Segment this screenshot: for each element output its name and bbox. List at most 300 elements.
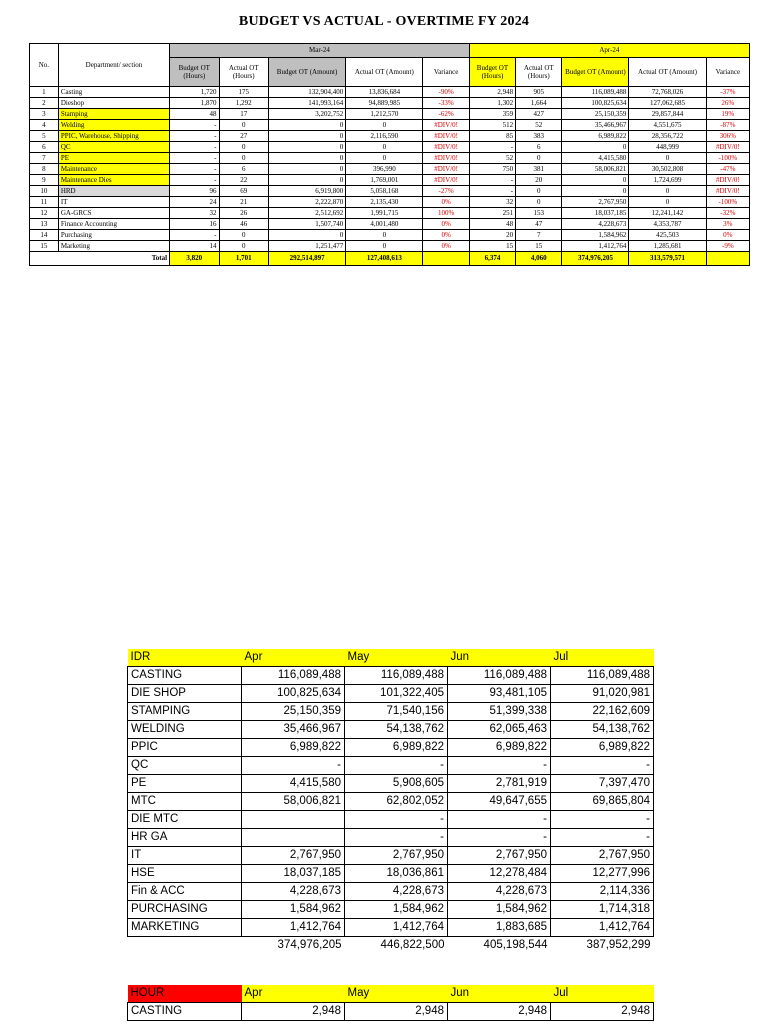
table-cell: 101,322,405: [345, 685, 448, 703]
department-name: PE: [58, 153, 169, 164]
table-cell: -: [448, 829, 551, 847]
table-row: [30, 87, 750, 98]
header-month-apr: Apr-24: [469, 44, 749, 58]
table-row: [128, 757, 654, 775]
table-cell: #DIV/0!: [706, 175, 749, 186]
department-name: HRD: [58, 186, 169, 197]
table-row: [30, 208, 750, 219]
table-cell: 2,135,430: [346, 197, 423, 208]
row-label: STAMPING: [128, 703, 242, 721]
table-row: [128, 703, 654, 721]
table-cell: 153: [516, 208, 562, 219]
table-row: [128, 721, 654, 739]
total-cell: 374,976,205: [562, 252, 629, 266]
table-cell: 905: [516, 87, 562, 98]
table-cell: 35,466,967: [562, 120, 629, 131]
table-cell: 0%: [423, 219, 469, 230]
department-name: PPIC, Warehouse, Shipping: [58, 131, 169, 142]
table-cell: -: [469, 142, 515, 153]
table-cell: 0: [346, 230, 423, 241]
table-cell: 0: [562, 142, 629, 153]
row-number: 6: [30, 142, 59, 153]
table-cell: 62,065,463: [448, 721, 551, 739]
table-cell: 0: [219, 120, 268, 131]
table-cell: 427: [516, 109, 562, 120]
table-cell: 6,919,800: [268, 186, 345, 197]
table-cell: 4,353,787: [629, 219, 706, 230]
table-cell: 7: [516, 230, 562, 241]
table-cell: 1,883,685: [448, 919, 551, 937]
row-label: CASTING: [128, 1003, 242, 1021]
table-cell: 116,089,488: [562, 87, 629, 98]
table-cell: 1,412,764: [345, 919, 448, 937]
table-cell: -: [551, 757, 654, 775]
row-label: IT: [128, 847, 242, 865]
table-cell: 0: [629, 153, 706, 164]
column-header: May: [345, 985, 448, 1003]
row-number: 15: [30, 241, 59, 252]
total-cell: 127,408,613: [346, 252, 423, 266]
table-cell: -33%: [423, 98, 469, 109]
table-row: [30, 109, 750, 120]
row-number: 8: [30, 164, 59, 175]
table-cell: #DIV/0!: [706, 186, 749, 197]
header-actual-hours: Actual OT (Hours): [516, 58, 562, 87]
table-cell: 22: [219, 175, 268, 186]
table-cell: -100%: [706, 153, 749, 164]
row-label: PE: [128, 775, 242, 793]
table-row: [128, 685, 654, 703]
department-name: Maintenance Dies: [58, 175, 169, 186]
table-cell: 18,037,185: [562, 208, 629, 219]
hour-budget-table: [127, 985, 654, 1021]
table-cell: 6: [219, 164, 268, 175]
header-budget-amount: Budget OT (Amount): [562, 58, 629, 87]
table-cell: 72,768,026: [629, 87, 706, 98]
column-header: IDR: [128, 649, 242, 667]
table-cell: 51,399,338: [448, 703, 551, 721]
table-cell: 20: [516, 175, 562, 186]
table-cell: 93,481,105: [448, 685, 551, 703]
table-cell: 396,990: [346, 164, 423, 175]
table-cell: 25,150,359: [562, 109, 629, 120]
table-row: [30, 164, 750, 175]
table-cell: 2,948: [469, 87, 515, 98]
row-label: HR GA: [128, 829, 242, 847]
table-cell: 0%: [423, 197, 469, 208]
header-budget-hours: Budget OT (Hours): [469, 58, 515, 87]
table-cell: 0: [219, 241, 268, 252]
column-header: Jun: [448, 985, 551, 1003]
table-row: [128, 919, 654, 937]
table-cell: 0: [219, 230, 268, 241]
table-cell: 0: [268, 153, 345, 164]
table-row: [30, 230, 750, 241]
table-cell: 16: [170, 219, 219, 230]
table-cell: 91,020,981: [551, 685, 654, 703]
department-name: Maintenance: [58, 164, 169, 175]
header-actual-hours: Actual OT (Hours): [219, 58, 268, 87]
table-cell: 306%: [706, 131, 749, 142]
table-cell: 175: [219, 87, 268, 98]
table-cell: -: [345, 829, 448, 847]
table-cell: 0%: [423, 230, 469, 241]
department-name: GA-GRCS: [58, 208, 169, 219]
row-number: 13: [30, 219, 59, 230]
table-cell: 1,584,962: [242, 901, 345, 919]
total-cell: 292,514,897: [268, 252, 345, 266]
header-department: Department/ section: [58, 44, 169, 87]
column-header: Apr: [242, 649, 345, 667]
table-cell: -9%: [706, 241, 749, 252]
department-name: Welding: [58, 120, 169, 131]
department-name: Stamping: [58, 109, 169, 120]
table-cell: 359: [469, 109, 515, 120]
department-name: Finance Accounting: [58, 219, 169, 230]
table-cell: 0: [268, 131, 345, 142]
table-row: [128, 775, 654, 793]
table-cell: 6: [516, 142, 562, 153]
table-cell: 100%: [423, 208, 469, 219]
table-cell: 2,767,950: [562, 197, 629, 208]
table-cell: 4,228,673: [448, 883, 551, 901]
table-cell: 2,948: [242, 1003, 345, 1021]
row-label: PPIC: [128, 739, 242, 757]
table-cell: 2,781,919: [448, 775, 551, 793]
table-cell: 0: [346, 142, 423, 153]
table-cell: 4,228,673: [242, 883, 345, 901]
table-cell: 26%: [706, 98, 749, 109]
table-cell: 0: [516, 186, 562, 197]
header-month-mar: Mar-24: [170, 44, 470, 58]
table-cell: 27: [219, 131, 268, 142]
table-cell: 512: [469, 120, 515, 131]
table-cell: 0: [516, 197, 562, 208]
table-cell: 20: [469, 230, 515, 241]
table-cell: -90%: [423, 87, 469, 98]
table-cell: 0: [219, 142, 268, 153]
row-label: PURCHASING: [128, 901, 242, 919]
column-header: Jul: [551, 649, 654, 667]
table-cell: 4,415,580: [242, 775, 345, 793]
table-cell: 6,989,822: [345, 739, 448, 757]
column-header: Jul: [551, 985, 654, 1003]
table-row: [30, 142, 750, 153]
table-cell: 54,138,762: [551, 721, 654, 739]
table-cell: -32%: [706, 208, 749, 219]
table-cell: 1,507,740: [268, 219, 345, 230]
table-cell: 425,503: [629, 230, 706, 241]
table-cell: 750: [469, 164, 515, 175]
total-cell: 387,952,299: [586, 939, 651, 951]
table-cell: 3%: [706, 219, 749, 230]
table-cell: 47: [516, 219, 562, 230]
table-row: [30, 197, 750, 208]
column-header: Apr: [242, 985, 345, 1003]
table-row: [128, 829, 654, 847]
table-cell: 94,889,985: [346, 98, 423, 109]
table-cell: 46: [219, 219, 268, 230]
table-cell: 15: [469, 241, 515, 252]
row-number: 2: [30, 98, 59, 109]
table-cell: 21: [219, 197, 268, 208]
table-row: [128, 847, 654, 865]
total-cell: 4,060: [516, 252, 562, 266]
table-cell: 30,502,808: [629, 164, 706, 175]
table-cell: 5,908,605: [345, 775, 448, 793]
table-cell: 3,202,752: [268, 109, 345, 120]
table-cell: 2,948: [448, 1003, 551, 1021]
table-cell: 17: [219, 109, 268, 120]
column-header: Jun: [448, 649, 551, 667]
table-row: [30, 131, 750, 142]
table-cell: 6,989,822: [448, 739, 551, 757]
row-label: CASTING: [128, 667, 242, 685]
total-cell: [423, 252, 469, 266]
table-row: [30, 153, 750, 164]
table-cell: 0%: [423, 241, 469, 252]
department-name: Marketing: [58, 241, 169, 252]
table-cell: 1,412,764: [551, 919, 654, 937]
table-cell: 25,150,359: [242, 703, 345, 721]
table-cell: 1,870: [170, 98, 219, 109]
table-cell: 18,036,861: [345, 865, 448, 883]
table-cell: 1,302: [469, 98, 515, 109]
table-cell: 1,584,962: [562, 230, 629, 241]
table-cell: 28,356,722: [629, 131, 706, 142]
table-cell: 19%: [706, 109, 749, 120]
table-row: [30, 175, 750, 186]
row-number: 12: [30, 208, 59, 219]
row-label: QC: [128, 757, 242, 775]
table-cell: [242, 829, 345, 847]
table-cell: -: [345, 811, 448, 829]
table-cell: 0: [346, 241, 423, 252]
table-cell: -: [469, 186, 515, 197]
table-cell: 12,241,142: [629, 208, 706, 219]
department-name: Dieshop: [58, 98, 169, 109]
table-cell: 2,767,950: [345, 847, 448, 865]
table-cell: 381: [516, 164, 562, 175]
table-cell: 12,278,484: [448, 865, 551, 883]
table-cell: 0: [629, 197, 706, 208]
table-cell: 69,865,804: [551, 793, 654, 811]
table-cell: 6,989,822: [551, 739, 654, 757]
table-cell: -100%: [706, 197, 749, 208]
header-variance: Variance: [423, 58, 469, 87]
total-cell: 374,976,205: [277, 939, 342, 951]
table-cell: 49,647,655: [448, 793, 551, 811]
table-cell: 52: [516, 120, 562, 131]
total-cell: 313,579,571: [629, 252, 706, 266]
table-cell: 1,412,764: [562, 241, 629, 252]
table-cell: 1,991,715: [346, 208, 423, 219]
table-cell: 383: [516, 131, 562, 142]
table-row: [30, 241, 750, 252]
table-cell: #DIV/0!: [423, 153, 469, 164]
table-cell: -: [551, 811, 654, 829]
table-cell: 58,006,821: [562, 164, 629, 175]
table-cell: #DIV/0!: [423, 175, 469, 186]
table-cell: 1,285,681: [629, 241, 706, 252]
table-cell: 141,993,164: [268, 98, 345, 109]
row-label: WELDING: [128, 721, 242, 739]
table-cell: 132,904,400: [268, 87, 345, 98]
table-cell: 4,551,675: [629, 120, 706, 131]
table-cell: -47%: [706, 164, 749, 175]
table-cell: 71,540,156: [345, 703, 448, 721]
table-cell: 13,836,684: [346, 87, 423, 98]
table-cell: 14: [170, 241, 219, 252]
table-cell: 0%: [706, 230, 749, 241]
table-cell: 4,228,673: [562, 219, 629, 230]
table-cell: 0: [268, 120, 345, 131]
table-cell: 2,948: [551, 1003, 654, 1021]
table-cell: 22,162,609: [551, 703, 654, 721]
header-row: [128, 649, 654, 667]
table-cell: -: [345, 757, 448, 775]
total-label: Total: [30, 252, 170, 266]
table-cell: 1,769,001: [346, 175, 423, 186]
table-cell: 116,089,488: [242, 667, 345, 685]
table-row: [30, 219, 750, 230]
row-label: MARKETING: [128, 919, 242, 937]
table-cell: 48: [170, 109, 219, 120]
table-cell: 0: [268, 230, 345, 241]
total-cell: [706, 252, 749, 266]
table-cell: 0: [346, 120, 423, 131]
table-cell: -: [170, 175, 219, 186]
table-cell: 1,212,570: [346, 109, 423, 120]
table-cell: 7,397,470: [551, 775, 654, 793]
row-number: 10: [30, 186, 59, 197]
table-cell: #DIV/0!: [423, 142, 469, 153]
header-actual-amount: Actual OT (Amount): [346, 58, 423, 87]
table-cell: 1,724,699: [629, 175, 706, 186]
table-cell: 0: [219, 153, 268, 164]
table-cell: -: [469, 175, 515, 186]
table-cell: 2,222,870: [268, 197, 345, 208]
table-cell: -: [448, 757, 551, 775]
table-cell: #DIV/0!: [423, 164, 469, 175]
row-label: Fin & ACC: [128, 883, 242, 901]
table-cell: 2,767,950: [448, 847, 551, 865]
total-cell: 6,374: [469, 252, 515, 266]
table-cell: #DIV/0!: [706, 142, 749, 153]
header-budget-hours: Budget OT (Hours): [170, 58, 219, 87]
table-cell: 2,512,692: [268, 208, 345, 219]
table-cell: 1,412,764: [242, 919, 345, 937]
table-cell: 0: [346, 153, 423, 164]
budget-vs-actual-table: [29, 43, 750, 266]
table-cell: 32: [469, 197, 515, 208]
table-cell: -: [170, 120, 219, 131]
table-cell: 26: [219, 208, 268, 219]
table-row: [30, 186, 750, 197]
table-cell: 116,089,488: [448, 667, 551, 685]
table-cell: 4,228,673: [345, 883, 448, 901]
table-cell: 5,058,168: [346, 186, 423, 197]
table-cell: 32: [170, 208, 219, 219]
table-cell: 6,989,822: [242, 739, 345, 757]
table-cell: 24: [170, 197, 219, 208]
totals-spacer: [128, 937, 242, 955]
department-name: Casting: [58, 87, 169, 98]
table-cell: 35,466,967: [242, 721, 345, 739]
table-cell: 18,037,185: [242, 865, 345, 883]
table-cell: #DIV/0!: [423, 131, 469, 142]
table-cell: 2,114,336: [551, 883, 654, 901]
table-cell: 29,857,844: [629, 109, 706, 120]
row-label: HSE: [128, 865, 242, 883]
table-cell: 69: [219, 186, 268, 197]
idr-budget-table: [127, 649, 654, 954]
table-cell: 1,584,962: [345, 901, 448, 919]
row-number: 3: [30, 109, 59, 120]
table-cell: -87%: [706, 120, 749, 131]
table-cell: 0: [562, 175, 629, 186]
table-cell: 448,999: [629, 142, 706, 153]
table-cell: 15: [516, 241, 562, 252]
table-cell: -: [448, 811, 551, 829]
department-name: IT: [58, 197, 169, 208]
table-row: [30, 98, 750, 109]
table-cell: 127,062,685: [629, 98, 706, 109]
table-cell: 0: [268, 142, 345, 153]
department-name: Purchasing: [58, 230, 169, 241]
table-cell: 2,767,950: [551, 847, 654, 865]
table-cell: 116,089,488: [345, 667, 448, 685]
table-cell: [242, 811, 345, 829]
table-cell: 58,006,821: [242, 793, 345, 811]
table-cell: -: [170, 164, 219, 175]
department-name: QC: [58, 142, 169, 153]
total-row: [30, 252, 750, 266]
table-row: [128, 883, 654, 901]
table-cell: 4,415,580: [562, 153, 629, 164]
total-cell: 446,822,500: [380, 939, 445, 951]
header-no: No.: [30, 44, 59, 87]
table-cell: -: [242, 757, 345, 775]
table-row: [128, 793, 654, 811]
header-variance: Variance: [706, 58, 749, 87]
total-cell: 405,198,544: [483, 939, 548, 951]
table-cell: 6,989,822: [562, 131, 629, 142]
row-number: 7: [30, 153, 59, 164]
row-number: 1: [30, 87, 59, 98]
table-cell: 1,292: [219, 98, 268, 109]
table-row: [128, 667, 654, 685]
table-cell: #DIV/0!: [423, 120, 469, 131]
row-number: 5: [30, 131, 59, 142]
table-cell: 251: [469, 208, 515, 219]
column-header: May: [345, 649, 448, 667]
table-cell: 2,116,590: [346, 131, 423, 142]
table-row: [30, 120, 750, 131]
table-cell: 100,825,634: [242, 685, 345, 703]
table-cell: -: [170, 131, 219, 142]
table-cell: 2,767,950: [242, 847, 345, 865]
table-cell: 1,664: [516, 98, 562, 109]
row-number: 4: [30, 120, 59, 131]
column-header: HOUR: [128, 985, 242, 1003]
table-row: [128, 865, 654, 883]
header-budget-amount: Budget OT (Amount): [268, 58, 345, 87]
table-cell: 0: [268, 164, 345, 175]
header-row: [128, 985, 654, 1003]
row-label: DIE SHOP: [128, 685, 242, 703]
table-cell: 1,714,318: [551, 901, 654, 919]
